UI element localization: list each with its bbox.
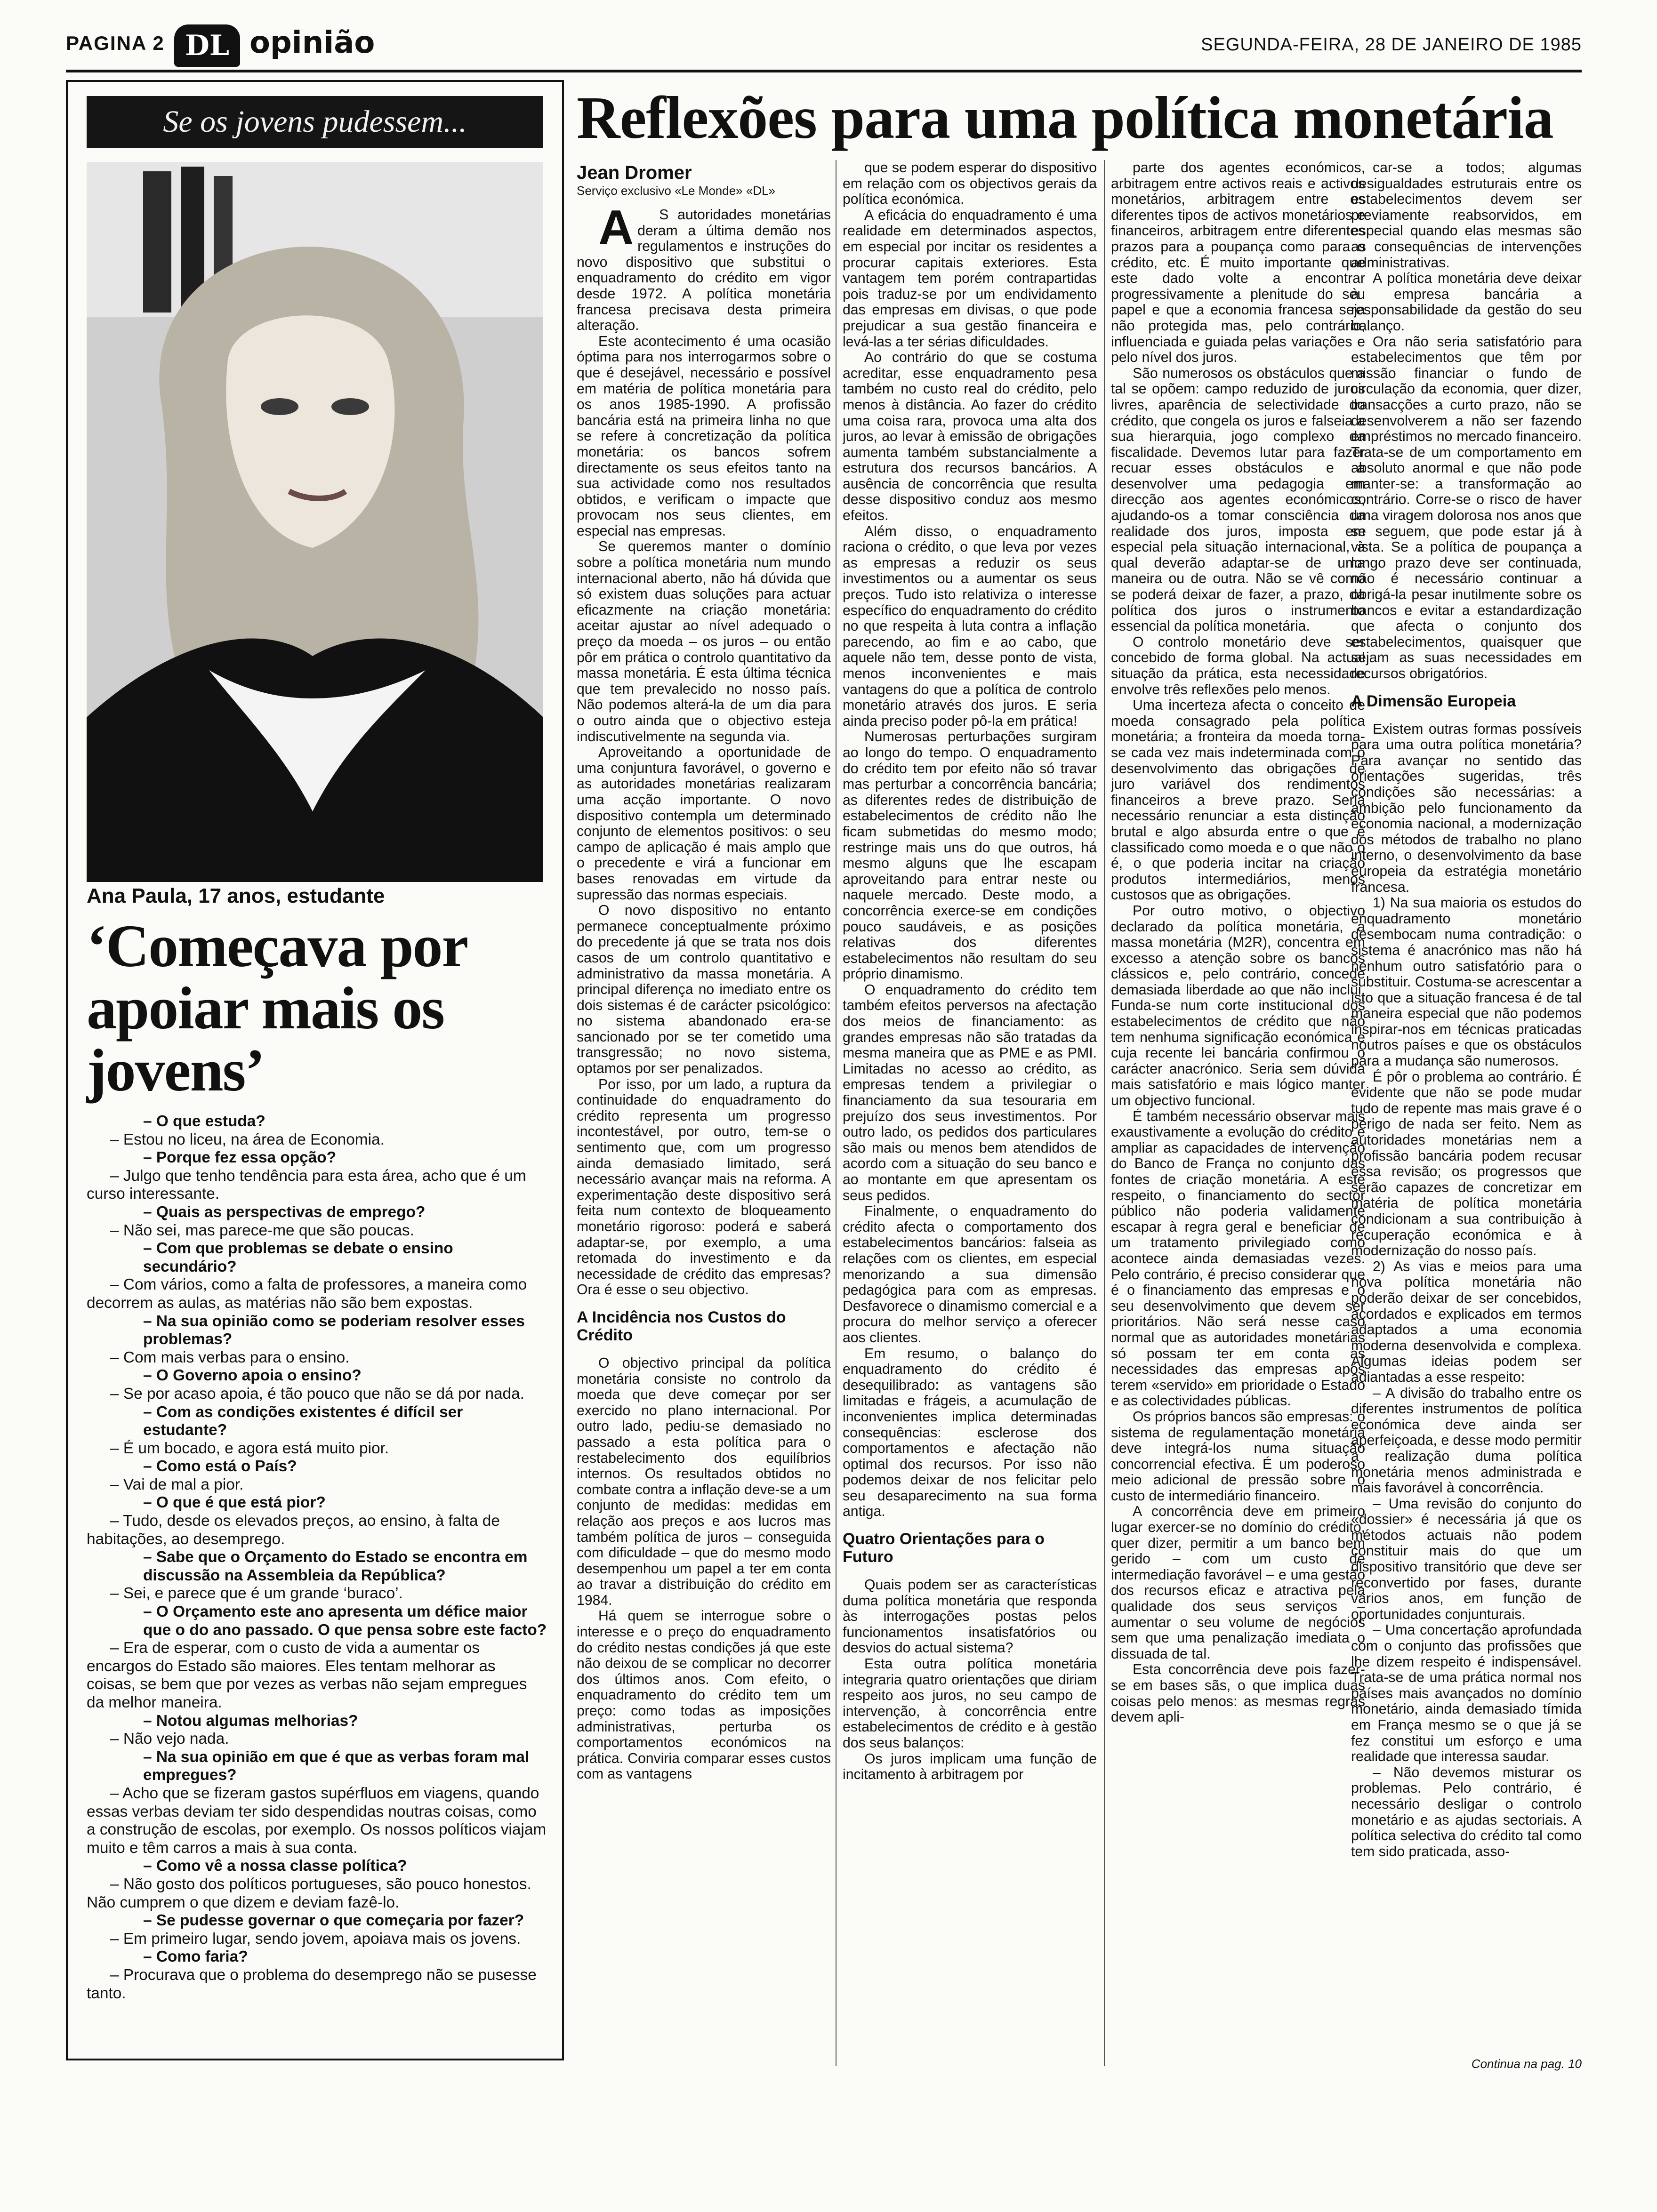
issue-date: SEGUNDA-FEIRA, 28 DE JANEIRO DE 1985 bbox=[1201, 35, 1582, 55]
paragraph: Finalmente, o enquadramento do crédito afecta o comportamento dos estabelecimentos bancários: falseia as relações com os clientes, em especial menorizando a sua dimensão pedagógica para com as empresas. Desfavorece o dinamismo comercial e a procura do melhor serviço a oferecer aos clientes. bbox=[843, 1203, 1097, 1346]
photo-caption: Ana Paula, 17 anos, estudante bbox=[87, 884, 385, 907]
interview-question: – Na sua opinião em que é que as verbas foram mal empregues? bbox=[143, 1748, 530, 1784]
interview-answer: – Com vários, como a falta de professores, a maneira como decorrem as aulas, as matérias não são bem expostas. bbox=[87, 1276, 527, 1312]
column-divider bbox=[836, 160, 837, 2066]
page-number: PAGINA 2 bbox=[66, 32, 165, 54]
paragraph: Os próprios bancos são empresas: o sistema de regulamentação monetária deve integrá-los numa situação concorrencial efectiva. É um poderoso meio adicional de pressão sobre o custo de intermediário financeiro. bbox=[1111, 1409, 1365, 1504]
page-header bbox=[66, 23, 1582, 72]
article-headline: Reflexões para uma política monetária bbox=[577, 84, 1553, 151]
paragraph: A eficácia do enquadramento é uma realidade em determinados aspectos, em especial por incitar os residentes a procurar capitais exteriores. Esta vantagem tem porém contrapartidas pois traduz-se por um endividamento das empresas em divisas, o que pode prejudicar a sua gestão financeira e levá-las a ter sérias dificuldades. bbox=[843, 207, 1097, 350]
paragraph: Em resumo, o balanço do enquadramento do crédito é desequilibrado: as vantagens são limitadas e frágeis, a acumulação de inconvenientes implica determinadas consequências: esclerose dos comportamentos e afectação não optimal dos recursos. Por isso não podemos deixar de nos felicitar pelo seu desaparecimento na sua forma antiga. bbox=[843, 1346, 1097, 1520]
interview-body bbox=[87, 1113, 548, 2035]
paragraph: Numerosas perturbações surgiram ao longo do tempo. O enquadramento do crédito tem por efeito não só travar mas perturbar a concorrência bancária; as diferentes redes de distribuição de estabelecimentos de crédito não lhe ficam submetidas do mesmo modo; restringe mais uns do que outros, há mesmo alguns que lhe escapam aproveitando para entrar neste ou naquele mercado. Deste modo, a concorrência exerce-se em condições pouco saudáveis, e as posições relativas dos diferentes estabelecimentos não resultam do seu próprio dinamismo. bbox=[843, 729, 1097, 982]
paragraph: – Uma concertação aprofundada com o conjunto das profissões que lhe dizem respeito é indispensável. Trata-se de uma prática normal nos países mais avançados no domínio monetário, ainda demasiado tímida em França mesmo se o que já se fez constitui um esforço e uma realidade que interessa saudar. bbox=[1351, 1622, 1582, 1765]
paragraph: – Uma revisão do conjunto do «dossier» é necessária já que os métodos actuais não podem constituir mais do que um dispositivo transitório que deve ser reconvertido por fases, durante vários anos, em função de oportunidades conjunturais. bbox=[1351, 1496, 1582, 1622]
interview-headline: ‘Começava por apoiar mais os jovens’ bbox=[87, 913, 467, 1104]
paragraph: Além disso, o enquadramento raciona o crédito, o que leva por vezes as empresas a reduzir os seus investimentos ou a aumentar os seus preços. Tudo isto relativiza o interesse específico do enquadramento do crédito no que respeita à luta contra a inflação parecendo, ao fim e ao cabo, que aquele não tem, desse ponto de vista, menos inconvenientes e mais vantagens do que a política de controlo monetário através dos juros. E seria ainda preciso poder pô-la em prática! bbox=[843, 523, 1097, 729]
dl-logo-icon: DL bbox=[174, 24, 240, 67]
interview-question: – Se pudesse governar o que começaria por fazer? bbox=[143, 1912, 524, 1930]
article-column-1 bbox=[577, 207, 831, 2066]
interview-answer: – Tudo, desde os elevados preços, ao ensino, à falta de habitações, ao desemprego. bbox=[87, 1512, 500, 1548]
interview-answer: – Sei, e parece que é um grande ‘buraco’. bbox=[110, 1585, 403, 1603]
paragraph: Por outro motivo, o objectivo declarado da política monetária, a massa monetária (M2R), concentra em excesso a atenção sobre os bancos clássicos e, pelo contrário, concede demasiada liberdade ao que não inclui. Funda-se num corte institucional dos estabelecimentos de crédito que não tem nenhuma significação económica e cuja recente lei bancária confirmou o carácter anacrónico. Seria sem dúvida mais satisfatório e mais lógico manter um objectivo funcional. bbox=[1111, 903, 1365, 1109]
paragraph: É também necessário observar mais exaustivamente a evolução do crédito e ampliar as capacidades de intervenção do Banco de França no conjunto das fontes de criação monetária. A este respeito, o financiamento do sector público não poderia validamente escapar à regra geral e beneficiar de um tratamento privilegiado como acontece ainda demasiadas vezes. Pelo contrário, é preciso considerar que é o financiamento das empresas e o seu desenvolvimento que devem ser prioritários. Não será nesse caso normal que as autoridades monetárias só possam ter em conta as necessidades das empresas após terem «servido» em prioridade o Estado e as colectividades públicas. bbox=[1111, 1108, 1365, 1409]
paragraph: Ora não seria satisfatório para estabelecimentos que têm por missão financiar o fundo de circulação da economia, quer dizer, transacções a curto prazo, não se desenvolverem a não ser fazendo empréstimos no mercado financeiro. Trata-se de um comportamento em absoluto anormal e que não pode manter-se: a transformação ao contrário. Corre-se o risco de haver uma viragem dolorosa nos anos que se seguem, que pode estar já à vista. Se a política de poupança a longo prazo deve ser continuada, não é necessário continuar a obrigá-la pesar inutilmente sobre os bancos e evitar a estandardização que afecta o conjunto dos estabelecimentos, quaisquer que sejam as suas necessidades em recursos obrigatórios. bbox=[1351, 334, 1582, 681]
paragraph: Os juros implicam uma função de incitamento à arbitragem por bbox=[843, 1751, 1097, 1783]
article-column-2 bbox=[843, 160, 1097, 2071]
paragraph: A concorrência deve em primeiro lugar exercer-se no domínio do crédito, quer dizer, permitir a um banco bem gerido – com um custo de intermediação favorável – e uma gestão dos recursos eficaz e atractiva pela qualidade dos seus serviços – aumentar o seu volume de negócios sem que uma penalização imediata o dissuada de tal. bbox=[1111, 1504, 1365, 1662]
interview-question: – Quais as perspectivas de emprego? bbox=[143, 1203, 426, 1221]
paragraph: O novo dispositivo no entanto permanece conceptualmente próximo do precedente já que se trata nos dois casos de um controlo quantitativo e administrativo da massa monetária. A principal diferença no imediato entre os dois sistemas é de carácter psicológico: no sistema abandonado era-se sancionado por se ter cometido uma transgressão; no novo sistema, optamos por ser penalizados. bbox=[577, 903, 831, 1077]
byline bbox=[577, 162, 831, 198]
paragraph: Quais podem ser as características duma política monetária que responda às interrogações postas pelos funcionamentos insatisfatórios ou desvios do actual sistema? bbox=[843, 1577, 1097, 1656]
interview-question: – Notou algumas melhorias? bbox=[143, 1712, 358, 1730]
subheading: A Dimensão Europeia bbox=[1351, 692, 1516, 710]
paragraph: Há quem se interrogue sobre o interesse e o preço do enquadramento do crédito nestas condições já que este não deixou de se complicar no decorrer dos últimos anos. Com efeito, o enquadramento do crédito tem um preço: como todas as imposições administrativas, perturba os comportamentos económicos na prática. Conviria comparar esses custos com as vantagens bbox=[577, 1608, 831, 1782]
interview-answer: – Procurava que o problema do desemprego não se pusesse tanto. bbox=[87, 1966, 537, 2002]
paragraph: A política monetária deve deixar à empresa bancária a responsabilidade da gestão do seu balanço. bbox=[1351, 271, 1582, 334]
article-column-4 bbox=[1351, 160, 1582, 2043]
interview-question: – Na sua opinião como se poderiam resolver esses problemas? bbox=[143, 1312, 525, 1348]
interview-answer: – Com mais verbas para o ensino. bbox=[110, 1348, 350, 1366]
paragraph: O enquadramento do crédito tem também efeitos perversos na afectação dos meios de financiamento: as grandes empresas não são tratadas da mesma maneira que as PME e as PMI. Limitadas no acesso ao crédito, as empresas tendem a privilegiar o financiamento da sua tesouraria em prejuízo dos seus investimentos. Por outro lado, os pedidos dos particulares são mais ou menos bem atendidos de acordo com a situação do seu banco e ao montante em que apresentam os seus pedidos. bbox=[843, 982, 1097, 1203]
continued-note: Continua na pag. 10 bbox=[1471, 2057, 1582, 2071]
paragraph: Por isso, por um lado, a ruptura da continuidade do enquadramento do crédito representa um progresso incontestável, por outro, tem-se o sentimento que, com um progresso ainda demasiado limitado, será necessário avançar mais na reforma. A experimentação deste dispositivo será feita num contexto de bloqueamento monetário rigoroso: poderá e saberá adaptar-se, por exemplo, a uma retomada do investimento e da necessidade de crédito das empresas? Ora é esse o seu objectivo. bbox=[577, 1076, 831, 1298]
paragraph: Este acontecimento é uma ocasião óptima para nos interrogarmos sobre o que é desejável, necessário e possível em matéria de política monetária para os anos 1985-1990. A profissão bancária está na primeira linha no que se refere à concretização da política monetária: os bancos sofrem directamente os seus efeitos tanto na sua actividade como nos resultados obtidos, e verificam o impacte que provocam nos seus clientes, em especial nas empresas. bbox=[577, 333, 831, 539]
portrait-image bbox=[87, 162, 543, 882]
interview-answer: – Não vejo nada. bbox=[110, 1730, 229, 1748]
paragraph: São numerosos os obstáculos que a tal se opõem: campo reduzido de juros livres, aparência de selectividade do crédito, que congela os juros e falseia a sua hierarquia, jogo complexo da fiscalidade. Devemos lutar para fazer recuar esses obstáculos e a desenvolver uma pedagogia em direcção aos agentes económicos, ajudando-os a tomar consciência da realidade dos juros, imposta em especial pela situação internacional, à qual deverão adaptar-se de uma maneira ou de outra. Não se vê como se poderá deixar de fazer, a prazo, da política dos juros o instrumento essencial da política monetária. bbox=[1111, 365, 1365, 634]
interview-question: – O que é que está pior? bbox=[143, 1494, 326, 1512]
interview-answer: – Em primeiro lugar, sendo jovem, apoiava mais os jovens. bbox=[110, 1930, 521, 1948]
author-service: Serviço exclusivo «Le Monde» «DL» bbox=[577, 184, 776, 198]
portrait-photo bbox=[87, 162, 543, 882]
paragraph: Esta outra política monetária integraria quatro orientações que diriam respeito aos juros, no seu campo de intervenção, à concorrência entre estabelecimentos de crédito e à gestão dos seus balanços: bbox=[843, 1656, 1097, 1751]
interview-answer: – Julgo que tenho tendência para esta área, acho que é um curso interessante. bbox=[87, 1167, 526, 1203]
paragraph: Aproveitando a oportunidade de uma conjuntura favorável, o governo e as autoridades monetárias realizaram uma acção importante. O novo dispositivo contempla um determinado conjunto de elementos positivos: o seu campo de aplicação é mais amplo que o precedente e virá a funcionar em bases renovadas em virtude da supressão das normas especiais. bbox=[577, 745, 831, 903]
paragraph: Existem outras formas possíveis para uma outra política monetária? Para avançar no sentido das orientações sugeridas, três condições são necessárias: a ambição pelo funcionamento da economia nacional, a modernização dos métodos de trabalho no plano interno, o desenvolvimento da base europeia da estratégia monetário francesa. bbox=[1351, 721, 1582, 895]
paragraph: 1) Na sua maioria os estudos do enquadramento monetário desembocam numa contradição: o sistema é anacrónico mas não há nenhum outro satisfatório para o substituir. Costuma-se acrescentar a isto que a situação francesa é de tal maneira especial que não podemos inspirar-nos em técnicas praticadas noutros países e que os obstáculos para a mudança são numerosos. bbox=[1351, 895, 1582, 1069]
interview-kicker: Se os jovens pudessem... bbox=[87, 96, 543, 148]
paragraph: – A divisão do trabalho entre os diferentes instrumentos de política económica deve ainda ser aperfeiçoada, e desse modo permitir a realização duma política monetária menos administrada e mais favorável à concorrência. bbox=[1351, 1385, 1582, 1496]
paragraph: parte dos agentes económicos, arbitragem entre activos reais e activos monetários, arbitragem entre os diferentes tipos de activos monetários e financeiros, arbitragem entre diferentes prazos para a poupança como para o crédito, etc. É muito importante que este dado volte a encontrar progressivamente a plenitude do seu papel e que a economia francesa seja não protegida mas, pelo contrário, influenciada e guiada pelas variações e pelo nível dos juros. bbox=[1111, 160, 1365, 366]
interview-question: – O Governo apoia o ensino? bbox=[143, 1367, 362, 1385]
interview-question: – O que estuda? bbox=[143, 1113, 265, 1130]
paragraph: Ao contrário do que se costuma acreditar, esse enquadramento pesa também no custo real do crédito, pelo menos à distância. Ao fazer do crédito uma coisa rara, provoca uma alta dos juros, ao levar à emissão de obrigações aumenta também substancialmente a estrutura dos recursos bancários. A ausência de concorrência que resulta desse dispositivo conduz aos mesmo efeitos. bbox=[843, 350, 1097, 524]
subheading: A Incidência nos Custos do Crédito bbox=[577, 1308, 786, 1344]
interview-answer: – Não sei, mas parece-me que são poucas. bbox=[110, 1221, 414, 1239]
interview-box bbox=[66, 80, 564, 2060]
interview-answer: – Estou no liceu, na área de Economia. bbox=[110, 1130, 385, 1148]
interview-answer: – Se por acaso apoia, é tão pouco que não se dá por nada. bbox=[110, 1385, 524, 1403]
interview-answer: – Vai de mal a pior. bbox=[110, 1475, 244, 1493]
section-title: opinião bbox=[249, 25, 375, 60]
interview-question: – Como faria? bbox=[143, 1948, 248, 1966]
interview-question: – Como está o País? bbox=[143, 1458, 297, 1475]
interview-answer: – É um bocado, e agora está muito pior. bbox=[110, 1439, 389, 1457]
paragraph: 2) As vias e meios para uma nova política monetária não poderão deixar de ser concebidos, acordados e explicados em termos adaptados a uma economia moderna desenvolvida e complexa. Algumas ideias podem ser adiantadas a esse respeito: bbox=[1351, 1258, 1582, 1385]
interview-question: – Porque fez essa opção? bbox=[143, 1149, 337, 1167]
author-name: Jean Dromer bbox=[577, 162, 692, 183]
paragraph: AS autoridades monetárias deram a última demão nos regulamentos e instruções do novo dispositivo que substitui o enquadramento do crédito em vigor desde 1972. A política monetária francesa precisava desta primeira alteração. bbox=[577, 207, 831, 334]
paragraph: O controlo monetário deve ser concebido de forma global. Na actual situação da prática, esta necessidade envolve três reflexões pelo menos. bbox=[1111, 634, 1365, 697]
interview-answer: – Acho que se fizeram gastos supérfluos em viagens, quando essas verbas deviam ter sido despendidas noutras coisas, como a construção de escolas, por exemplo. Os nossos políticos viajam muito e têm carros a mais à sua conta. bbox=[87, 1784, 547, 1857]
paragraph: car-se a todos; algumas desigualdades estruturais entre os estabelecimentos devem ser previamente reabsorvidos, em especial quando elas mesmas são as consequências de intervenções administrativas. bbox=[1351, 160, 1582, 271]
interview-question: – Com as condições existentes é difícil ser estudante? bbox=[143, 1403, 463, 1439]
interview-question: – Como vê a nossa classe política? bbox=[143, 1857, 407, 1875]
paragraph: É pôr o problema ao contrário. É evidente que não se pode mudar tudo de repente mas mais grave é o perigo de nada ser feito. Nem as autoridades monetárias nem a profissão bancária podem recusar essa revisão; os progressos que serão capazes de concretizar em matéria de política monetária condicionam a sua contribuição à recuperação económica e à modernização do nosso país. bbox=[1351, 1069, 1582, 1259]
paragraph: O objectivo principal da política monetária consiste no controlo da moeda que deve começar por ser exercido no plano internacional. Por outro lado, pediu-se demasiado no passado a esta política para o restabelecimento dos equilíbrios internos. Os resultados obtidos no combate contra a inflação deve-se a um conjunto de medidas: medidas em relação aos preços e aos lucros mas também política de juros – conseguida com dificuldade – que do mesmo modo desempenhou um papel a ter em conta ao travar a distribuição do crédito em 1984. bbox=[577, 1355, 831, 1608]
subheading: Quatro Orientações para o Futuro bbox=[843, 1530, 1045, 1566]
paragraph: Uma incerteza afecta o conceito de moeda consagrado pela política monetária; a fronteira da moeda torna-se cada vez mais indeterminada com o desenvolvimento das obrigações de juro variável dos rendimentos financeiros a breve prazo. Seria necessário renunciar a esta distinção brutal e algo absurda entre o que é classificado como moeda e o que não o é, o que poderia incitar na criação produtos intermediários, menos custosos que as obrigações. bbox=[1111, 697, 1365, 903]
paragraph: Esta concorrência deve pois fazer-se em bases sãs, o que implica duas coisas pelo menos: as mesmas regras devem apli- bbox=[1111, 1662, 1365, 1725]
column-divider bbox=[1104, 160, 1105, 2066]
interview-question: – Sabe que o Orçamento do Estado se encontra em discussão na Assembleia da República? bbox=[143, 1548, 528, 1584]
article-column-3 bbox=[1111, 160, 1365, 2071]
paragraph: que se podem esperar do dispositivo em relação com os objectivos gerais da política económica. bbox=[843, 160, 1097, 208]
paragraph: Se queremos manter o domínio sobre a política monetária num mundo internacional aberto, não há dúvida que só existem duas soluções para actuar eficazmente na criação monetária: aceitar ajustar ao nível adequado o preço da moeda – os juros – ou então pôr em prática o controlo quantitativo da massa monetária. É esta última técnica que tem prevalecido no nosso país. Não podemos alterá-la de um dia para o outro ainda que o objectivo esteja indiscutivelmente na segunda via. bbox=[577, 539, 831, 745]
interview-answer: – Era de esperar, com o custo de vida a aumentar os encargos do Estado são maiores. Eles tentam melhorar as coisas, se bem que por vezes as verbas não sejam empregues da melhor maneira. bbox=[87, 1639, 527, 1711]
interview-question: – Com que problemas se debate o ensino secundário? bbox=[143, 1240, 453, 1275]
interview-question: – O Orçamento este ano apresenta um défice maior que o do ano passado. O que pensa sobre este facto? bbox=[143, 1603, 547, 1639]
paragraph: – Não devemos misturar os problemas. Pelo contrário, é necessário desligar o controlo monetário e as ajudas sectoriais. A política selectiva do crédito tal como tem sido praticada, asso- bbox=[1351, 1764, 1582, 1859]
interview-answer: – Não gosto dos políticos portugueses, são pouco honestos. Não cumprem o que dizem e deviam fazê-lo. bbox=[87, 1875, 531, 1911]
